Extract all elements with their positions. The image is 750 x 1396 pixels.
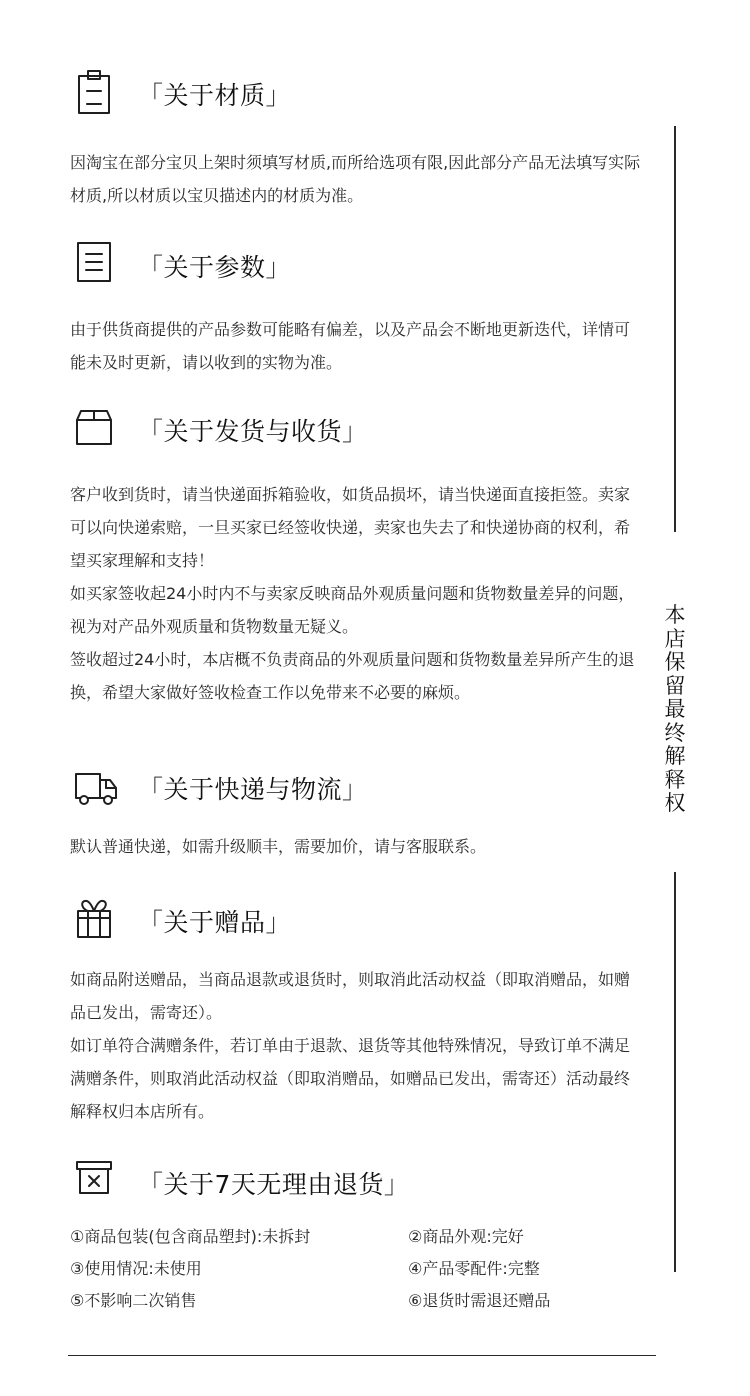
clipboard-icon (76, 70, 112, 114)
section-body (70, 478, 645, 709)
return-condition: ⑥退货时需退还赠品 (408, 1291, 551, 1310)
side-divider-bottom (674, 872, 676, 1272)
return-condition: ②商品外观:完好 (408, 1227, 524, 1246)
return-conditions-list (70, 1221, 645, 1317)
section-title: 「关于材质」 (138, 81, 292, 110)
paragraph: 如商品附送赠品，当商品退款或退货时，则取消此活动权益（即取消赠品，如赠品已发出，需寄还）。 (70, 970, 631, 1022)
section-gifts (70, 897, 645, 1128)
side-note-char: 保 (664, 650, 686, 674)
paragraph: 因淘宝在部分宝贝上架时须填写材质,而所给选项有限,因此部分产品无法填写实际材质,所以材质以宝贝描述内的材质为准。 (70, 153, 641, 205)
side-note-char: 权 (664, 791, 686, 815)
section-title: 「关于发货与收货」 (138, 417, 368, 446)
section-material (70, 70, 645, 212)
return-condition: ③使用情况:未使用 (70, 1259, 202, 1278)
section-body (70, 830, 645, 863)
section-title: 「关于7天无理由退货」 (138, 1170, 410, 1199)
section-express-logistics (70, 764, 645, 863)
section-body (70, 313, 645, 379)
paragraph: 客户收到货时，请当快递面拆箱验收，如货品损坏，请当快递面直接拒签。卖家可以向快递索赔，一旦买家已经签收快递，卖家也失去了和快递协商的权利，希望买家理解和支持！ (70, 485, 631, 570)
section-body (70, 146, 645, 212)
paragraph: 如买家签收起24小时内不与卖家反映商品外观质量问题和货物数量差异的问题，视为对产品外观质量和货物数量无疑义。 (70, 584, 635, 636)
paragraph: 由于供货商提供的产品参数可能略有偏差，以及产品会不断地更新迭代，详情可能未及时更新，请以收到的实物为准。 (70, 320, 631, 372)
paragraph: 签收超过24小时，本店概不负责商品的外观质量问题和货物数量差异所产生的退换，希望大家做好签收检查工作以免带来不必要的麻烦。 (70, 650, 635, 702)
section-heading (70, 1159, 645, 1207)
section-heading (70, 70, 645, 118)
section-body (70, 963, 645, 1128)
side-note-char: 解 (664, 744, 686, 768)
side-note-char: 店 (664, 626, 686, 651)
return-box-icon (76, 1159, 112, 1203)
side-note-char: 本 (664, 603, 686, 627)
bottom-divider (68, 1355, 656, 1356)
paragraph: 默认普通快递，如需升级顺丰，需要加价，请与客服联系。 (70, 837, 487, 856)
section-heading (70, 897, 645, 945)
document-list-icon (76, 242, 112, 286)
delivery-truck-icon (74, 764, 118, 808)
section-parameters (70, 242, 645, 379)
section-title: 「关于快递与物流」 (138, 775, 368, 804)
return-condition: ①商品包装(包含商品塑封):未拆封 (70, 1227, 311, 1246)
section-title: 「关于赠品」 (138, 908, 292, 937)
section-heading (70, 406, 645, 454)
section-heading (70, 764, 645, 812)
side-note-char: 终 (664, 720, 686, 745)
section-heading (70, 242, 645, 290)
package-box-icon (76, 406, 112, 450)
side-note (662, 604, 688, 816)
paragraph: 如订单符合满赠条件，若订单由于退款、退货等其他特殊情况，导致订单不满足满赠条件，则取消此活动权益（即取消赠品，如赠品已发出，需寄还）活动最终解释权归本店所有。 (70, 1036, 631, 1121)
return-condition: ⑤不影响二次销售 (70, 1291, 197, 1310)
side-divider-top (674, 126, 676, 532)
section-shipping-receiving (70, 406, 645, 709)
side-note-char: 最 (664, 697, 686, 721)
side-note-char: 留 (664, 673, 686, 698)
side-note-char: 释 (664, 767, 686, 792)
gift-icon (76, 897, 112, 941)
return-condition: ④产品零配件:完整 (408, 1259, 540, 1278)
section-title: 「关于参数」 (138, 253, 292, 282)
section-7-day-return (70, 1159, 645, 1317)
